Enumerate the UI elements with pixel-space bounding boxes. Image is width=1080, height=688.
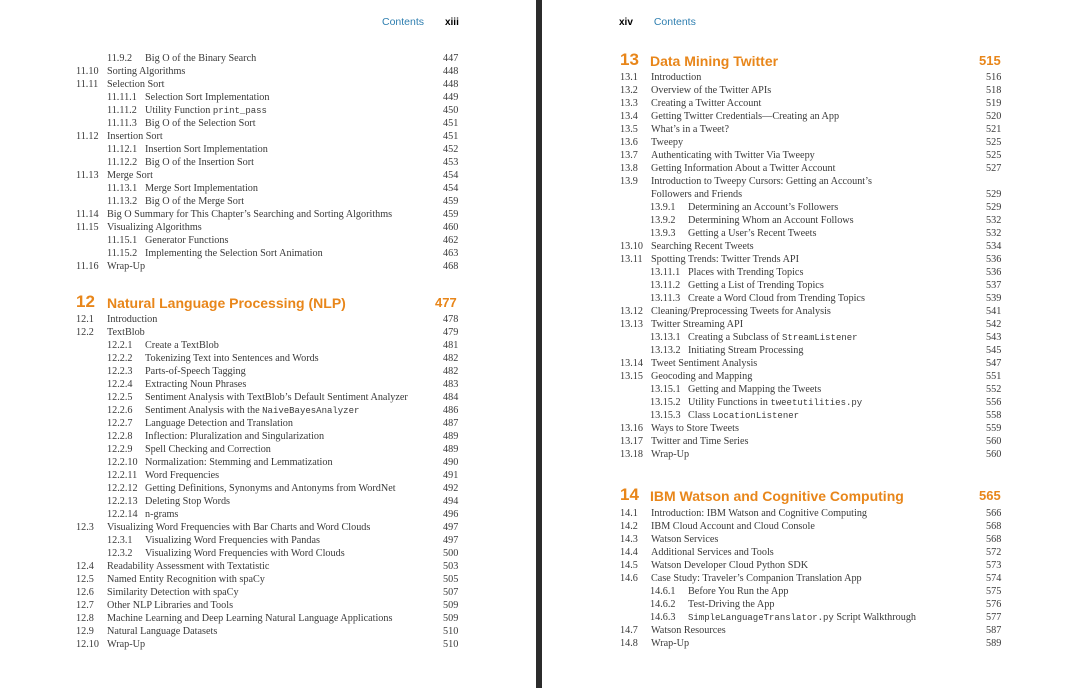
section-number: 13.15 xyxy=(620,371,643,382)
section-page: 497 xyxy=(443,535,459,546)
section-page: 568 xyxy=(986,521,1002,532)
section-page: 486 xyxy=(443,405,459,416)
section-number: 11.15.2 xyxy=(107,248,138,259)
section-title: Case Study: Traveler’s Companion Translation App xyxy=(651,573,862,584)
section-number: 13.11.1 xyxy=(650,267,681,278)
section-number: 12.5 xyxy=(76,574,94,585)
section-page: 551 xyxy=(986,371,1002,382)
section-title: Overview of the Twitter APIs xyxy=(651,85,772,96)
section-page: 450 xyxy=(443,105,459,116)
section-title: Watson Developer Cloud Python SDK xyxy=(651,560,809,571)
section-page: 568 xyxy=(986,534,1002,545)
section-number: 14.6 xyxy=(620,573,638,584)
section-page: 451 xyxy=(443,131,459,142)
section-title: Geocoding and Mapping xyxy=(651,371,753,382)
section-page: 541 xyxy=(986,306,1002,317)
section-page: 525 xyxy=(986,150,1002,161)
section-page: 509 xyxy=(443,600,459,611)
section-title: Natural Language Datasets xyxy=(107,626,218,637)
section-number: 12.3.1 xyxy=(107,535,133,546)
section-number: 13.14 xyxy=(620,358,643,369)
section-title: Merge Sort xyxy=(107,170,153,181)
section-number: 12.2.11 xyxy=(107,470,138,481)
section-page: 509 xyxy=(443,613,459,624)
section-page: 573 xyxy=(986,560,1002,571)
section-page: 459 xyxy=(443,196,459,207)
section-number: 12.2.1 xyxy=(107,340,133,351)
section-title: Places with Trending Topics xyxy=(688,267,804,278)
section-title: Spell Checking and Correction xyxy=(145,444,271,455)
section-title: Create a TextBlob xyxy=(145,340,219,351)
section-title: Visualizing Word Frequencies with Word Clouds xyxy=(145,548,345,559)
chapter-heading[interactable] xyxy=(76,292,462,312)
section-number: 14.7 xyxy=(620,625,638,636)
section-number: 13.13.1 xyxy=(650,332,681,343)
section-page: 507 xyxy=(443,587,459,598)
section-title: Tweepy xyxy=(651,137,684,148)
section-page: 454 xyxy=(443,183,459,194)
section-number: 11.11 xyxy=(76,79,99,90)
section-title: Language Detection and Translation xyxy=(145,418,293,429)
section-title: Inflection: Pluralization and Singularization xyxy=(145,431,325,442)
section-page: 489 xyxy=(443,444,459,455)
running-head: Contents xyxy=(653,16,696,28)
left-page xyxy=(0,0,536,688)
section-number: 12.2.13 xyxy=(107,496,138,507)
section-number: 14.6.3 xyxy=(650,612,676,623)
section-page: 589 xyxy=(986,638,1002,649)
section-page: 527 xyxy=(986,163,1002,174)
section-title: Wrap-Up xyxy=(107,261,146,272)
section-number: 11.9.2 xyxy=(107,53,133,64)
section-page: 521 xyxy=(986,124,1002,135)
section-number: 12.2 xyxy=(76,327,94,338)
section-page: 487 xyxy=(443,418,459,429)
section-number: 11.13 xyxy=(76,170,99,181)
section-title: Ways to Store Tweets xyxy=(651,423,739,434)
section-number: 14.2 xyxy=(620,521,638,532)
section-title: Machine Learning and Deep Learning Natural Language Applications xyxy=(107,613,393,624)
section-number: 12.2.12 xyxy=(107,483,138,494)
section-page: 539 xyxy=(986,293,1002,304)
section-title: Getting a User’s Recent Tweets xyxy=(688,228,817,239)
section-number: 13.15.1 xyxy=(650,384,681,395)
section-number: 13.1 xyxy=(620,72,638,83)
section-title: Additional Services and Tools xyxy=(651,547,774,558)
section-title: Getting Definitions, Synonyms and Antonyms from WordNet xyxy=(145,483,396,494)
section-number: 11.12.1 xyxy=(107,144,138,155)
section-page: 497 xyxy=(443,522,459,533)
section-title: Normalization: Stemming and Lemmatization xyxy=(145,457,333,468)
section-title: Watson Resources xyxy=(651,625,726,636)
section-number: 11.11.2 xyxy=(107,105,137,116)
section-page: 448 xyxy=(443,79,459,90)
section-number: 13.7 xyxy=(620,150,638,161)
section-page: 479 xyxy=(443,327,459,338)
section-number: 13.15.2 xyxy=(650,397,681,408)
section-page: 560 xyxy=(986,449,1002,460)
section-page: 482 xyxy=(443,366,459,377)
section-number: 13.11.2 xyxy=(650,280,681,291)
section-page: 448 xyxy=(443,66,459,77)
section-page: 529 xyxy=(986,189,1002,200)
section-title: n-grams xyxy=(145,509,179,520)
section-number: 11.10 xyxy=(76,66,99,77)
section-number: 14.8 xyxy=(620,638,638,649)
section-number: 13.9.3 xyxy=(650,228,676,239)
section-page: 520 xyxy=(986,111,1002,122)
section-title: Insertion Sort Implementation xyxy=(145,144,268,155)
section-title: Big O of the Insertion Sort xyxy=(145,157,254,168)
section-number: 11.16 xyxy=(76,261,99,272)
section-title: Big O of the Selection Sort xyxy=(145,118,256,129)
page-number: xiii xyxy=(444,17,459,28)
section-page: 518 xyxy=(986,85,1002,96)
section-number: 11.13.1 xyxy=(107,183,138,194)
section-page: 552 xyxy=(986,384,1002,395)
section-page: 505 xyxy=(443,574,459,585)
section-number: 12.10 xyxy=(76,639,99,650)
section-title: Utility Function print_pass xyxy=(145,105,267,116)
section-number: 11.14 xyxy=(76,209,99,220)
section-title: Merge Sort Implementation xyxy=(145,183,258,194)
section-page: 484 xyxy=(443,392,459,403)
section-page: 478 xyxy=(443,314,459,325)
section-title: Big O of the Merge Sort xyxy=(145,196,245,207)
section-title: Getting Twitter Credentials—Creating an App xyxy=(651,111,840,122)
section-title: Word Frequencies xyxy=(145,470,220,481)
section-title: Readability Assessment with Textatistic xyxy=(107,561,270,572)
section-title: Searching Recent Tweets xyxy=(651,241,754,252)
section-page: 576 xyxy=(986,599,1002,610)
section-page: 491 xyxy=(443,470,459,481)
section-number: 13.11.3 xyxy=(650,293,681,304)
chapter-heading[interactable] xyxy=(620,485,1006,505)
section-number: 12.2.7 xyxy=(107,418,133,429)
section-number: 12.3 xyxy=(76,522,94,533)
section-number: 12.4 xyxy=(76,561,94,572)
section-number: 11.12.2 xyxy=(107,157,138,168)
section-page: 560 xyxy=(986,436,1002,447)
right-page xyxy=(542,0,1080,688)
section-title: Selection Sort Implementation xyxy=(145,92,270,103)
section-number: 13.6 xyxy=(620,137,638,148)
chapter-title: IBM Watson and Cognitive Computing xyxy=(650,488,904,504)
running-head: Contents xyxy=(382,16,425,28)
section-title: Sentiment Analysis with TextBlob’s Default Sentiment Analyzer xyxy=(145,392,408,403)
section-number: 14.3 xyxy=(620,534,638,545)
section-title: Big O of the Binary Search xyxy=(145,53,257,64)
section-title: Getting a List of Trending Topics xyxy=(688,280,824,291)
section-title: Generator Functions xyxy=(145,235,229,246)
section-page: 529 xyxy=(986,202,1002,213)
section-title: Followers and Friends xyxy=(651,189,743,200)
section-number: 13.13 xyxy=(620,319,643,330)
section-title: Visualizing Word Frequencies with Bar Charts and Word Clouds xyxy=(107,522,371,533)
section-title: Determining an Account’s Followers xyxy=(688,202,839,213)
section-page: 574 xyxy=(986,573,1002,584)
section-title: Initiating Stream Processing xyxy=(688,345,804,356)
section-page: 460 xyxy=(443,222,459,233)
section-title: Test-Driving the App xyxy=(688,599,775,610)
section-title: Creating a Subclass of StreamListener xyxy=(688,332,858,343)
section-page: 496 xyxy=(443,509,459,520)
section-page: 577 xyxy=(986,612,1002,623)
section-title: Extracting Noun Phrases xyxy=(145,379,247,390)
section-page: 525 xyxy=(986,137,1002,148)
section-page: 449 xyxy=(443,92,459,103)
section-page: 481 xyxy=(443,340,459,351)
section-page: 516 xyxy=(986,72,1002,83)
section-number: 14.6.1 xyxy=(650,586,676,597)
section-number: 13.15.3 xyxy=(650,410,681,421)
section-number: 13.2 xyxy=(620,85,638,96)
section-title: Wrap-Up xyxy=(651,638,690,649)
section-page: 510 xyxy=(443,639,459,650)
section-page: 547 xyxy=(986,358,1002,369)
section-number: 14.1 xyxy=(620,508,638,519)
section-number: 12.2.2 xyxy=(107,353,133,364)
section-title: Spotting Trends: Twitter Trends API xyxy=(651,254,799,265)
chapter-page: 515 xyxy=(979,53,1001,68)
section-title: SimpleLanguageTranslator.py Script Walkthrough xyxy=(688,612,917,623)
section-page: 483 xyxy=(443,379,459,390)
chapter-page: 477 xyxy=(435,295,457,310)
section-page: 558 xyxy=(986,410,1002,421)
section-number: 12.2.6 xyxy=(107,405,133,416)
chapter-page: 565 xyxy=(979,488,1001,503)
section-number: 13.18 xyxy=(620,449,643,460)
section-page: 572 xyxy=(986,547,1002,558)
section-page: 575 xyxy=(986,586,1002,597)
section-title: Getting and Mapping the Tweets xyxy=(688,384,822,395)
section-number: 12.8 xyxy=(76,613,94,624)
right-header xyxy=(619,16,696,28)
section-number: 13.17 xyxy=(620,436,643,447)
section-number: 12.2.10 xyxy=(107,457,138,468)
section-page: 500 xyxy=(443,548,459,559)
section-title: Utility Functions in tweetutilities.py xyxy=(688,397,863,408)
section-number: 14.5 xyxy=(620,560,638,571)
section-page: 542 xyxy=(986,319,1002,330)
section-number: 13.9.1 xyxy=(650,202,676,213)
section-title: Watson Services xyxy=(651,534,719,545)
section-page: 556 xyxy=(986,397,1002,408)
section-title: Twitter and Time Series xyxy=(651,436,749,447)
section-number: 12.1 xyxy=(76,314,94,325)
chapter-heading[interactable] xyxy=(620,50,1006,70)
section-number: 11.15 xyxy=(76,222,99,233)
section-number: 14.4 xyxy=(620,547,638,558)
section-number: 12.3.2 xyxy=(107,548,133,559)
section-number: 13.9 xyxy=(620,176,638,187)
section-page: 459 xyxy=(443,209,459,220)
section-page: 559 xyxy=(986,423,1002,434)
section-number: 13.8 xyxy=(620,163,638,174)
section-title: Introduction to Tweepy Cursors: Getting an Account’s xyxy=(651,176,872,187)
section-number: 13.13.2 xyxy=(650,345,681,356)
section-title: Sentiment Analysis with the NaiveBayesAnalyzer xyxy=(145,405,360,416)
section-title: Wrap-Up xyxy=(651,449,690,460)
section-number: 12.6 xyxy=(76,587,94,598)
section-title: Introduction xyxy=(651,72,702,83)
section-number: 12.9 xyxy=(76,626,94,637)
section-title: Other NLP Libraries and Tools xyxy=(107,600,234,611)
section-title: Visualizing Algorithms xyxy=(107,222,202,233)
section-title: Create a Word Cloud from Trending Topics xyxy=(688,293,865,304)
chapter-title: Data Mining Twitter xyxy=(650,53,779,69)
section-page: 454 xyxy=(443,170,459,181)
section-page: 503 xyxy=(443,561,459,572)
section-page: 566 xyxy=(986,508,1002,519)
section-title: TextBlob xyxy=(107,327,145,338)
section-title: Named Entity Recognition with spaCy xyxy=(107,574,265,585)
section-number: 12.2.9 xyxy=(107,444,133,455)
section-page: 468 xyxy=(443,261,459,272)
section-title: Creating a Twitter Account xyxy=(651,98,762,109)
section-title: Selection Sort xyxy=(107,79,165,90)
section-number: 13.12 xyxy=(620,306,643,317)
section-number: 12.2.3 xyxy=(107,366,133,377)
section-title: Twitter Streaming API xyxy=(651,319,744,330)
section-page: 482 xyxy=(443,353,459,364)
section-page: 452 xyxy=(443,144,459,155)
section-page: 537 xyxy=(986,280,1002,291)
section-number: 12.2.4 xyxy=(107,379,133,390)
section-title: Authenticating with Twitter Via Tweepy xyxy=(651,150,815,161)
section-number: 13.9.2 xyxy=(650,215,676,226)
section-title: Getting Information About a Twitter Account xyxy=(651,163,836,174)
section-number: 11.11.1 xyxy=(107,92,137,103)
section-title: IBM Cloud Account and Cloud Console xyxy=(651,521,815,532)
section-title: Visualizing Word Frequencies with Pandas xyxy=(145,535,320,546)
section-number: 14.6.2 xyxy=(650,599,676,610)
section-page: 462 xyxy=(443,235,459,246)
section-number: 11.15.1 xyxy=(107,235,138,246)
section-title: Similarity Detection with spaCy xyxy=(107,587,239,598)
section-title: Big O Summary for This Chapter’s Searching and Sorting Algorithms xyxy=(107,209,393,220)
section-number: 11.13.2 xyxy=(107,196,138,207)
section-title: Determining Whom an Account Follows xyxy=(688,215,854,226)
section-number: 11.11.3 xyxy=(107,118,137,129)
section-page: 453 xyxy=(443,157,459,168)
section-page: 532 xyxy=(986,215,1002,226)
section-number: 13.16 xyxy=(620,423,643,434)
section-page: 489 xyxy=(443,431,459,442)
section-number: 12.7 xyxy=(76,600,94,611)
section-page: 447 xyxy=(443,53,459,64)
section-number: 13.3 xyxy=(620,98,638,109)
section-number: 13.4 xyxy=(620,111,638,122)
section-number: 11.12 xyxy=(76,131,99,142)
section-number: 13.10 xyxy=(620,241,643,252)
section-title: Tokenizing Text into Sentences and Words xyxy=(145,353,319,364)
section-title: Sorting Algorithms xyxy=(107,66,186,77)
section-title: Before You Run the App xyxy=(688,586,789,597)
chapter-number: 13 xyxy=(620,50,639,69)
section-number: 13.11 xyxy=(620,254,643,265)
section-page: 536 xyxy=(986,267,1002,278)
section-title: Insertion Sort xyxy=(107,131,163,142)
section-page: 451 xyxy=(443,118,459,129)
section-number: 12.2.5 xyxy=(107,392,133,403)
section-title: What’s in a Tweet? xyxy=(651,124,730,135)
section-page: 545 xyxy=(986,345,1002,356)
section-title: Deleting Stop Words xyxy=(145,496,231,507)
left-header xyxy=(382,16,459,28)
section-page: 492 xyxy=(443,483,459,494)
section-page: 494 xyxy=(443,496,459,507)
chapter-title: Natural Language Processing (NLP) xyxy=(107,295,346,311)
section-title: Introduction xyxy=(107,314,158,325)
section-number: 12.2.8 xyxy=(107,431,133,442)
chapter-number: 12 xyxy=(76,292,95,311)
section-title: Class LocationListener xyxy=(688,410,800,421)
section-title: Introduction: IBM Watson and Cognitive Computing xyxy=(651,508,868,519)
section-page: 510 xyxy=(443,626,459,637)
section-title: Parts-of-Speech Tagging xyxy=(145,366,246,377)
section-page: 463 xyxy=(443,248,459,259)
section-page: 490 xyxy=(443,457,459,468)
section-page: 543 xyxy=(986,332,1002,343)
page-number: xiv xyxy=(619,17,633,28)
section-number: 12.2.14 xyxy=(107,509,138,520)
chapter-number: 14 xyxy=(620,485,639,504)
section-page: 519 xyxy=(986,98,1002,109)
section-number: 13.5 xyxy=(620,124,638,135)
section-title: Tweet Sentiment Analysis xyxy=(651,358,758,369)
section-title: Wrap-Up xyxy=(107,639,146,650)
section-title: Implementing the Selection Sort Animation xyxy=(145,248,323,259)
section-page: 587 xyxy=(986,625,1002,636)
section-page: 532 xyxy=(986,228,1002,239)
section-page: 536 xyxy=(986,254,1002,265)
section-page: 534 xyxy=(986,241,1002,252)
section-title: Cleaning/Preprocessing Tweets for Analysis xyxy=(651,306,831,317)
